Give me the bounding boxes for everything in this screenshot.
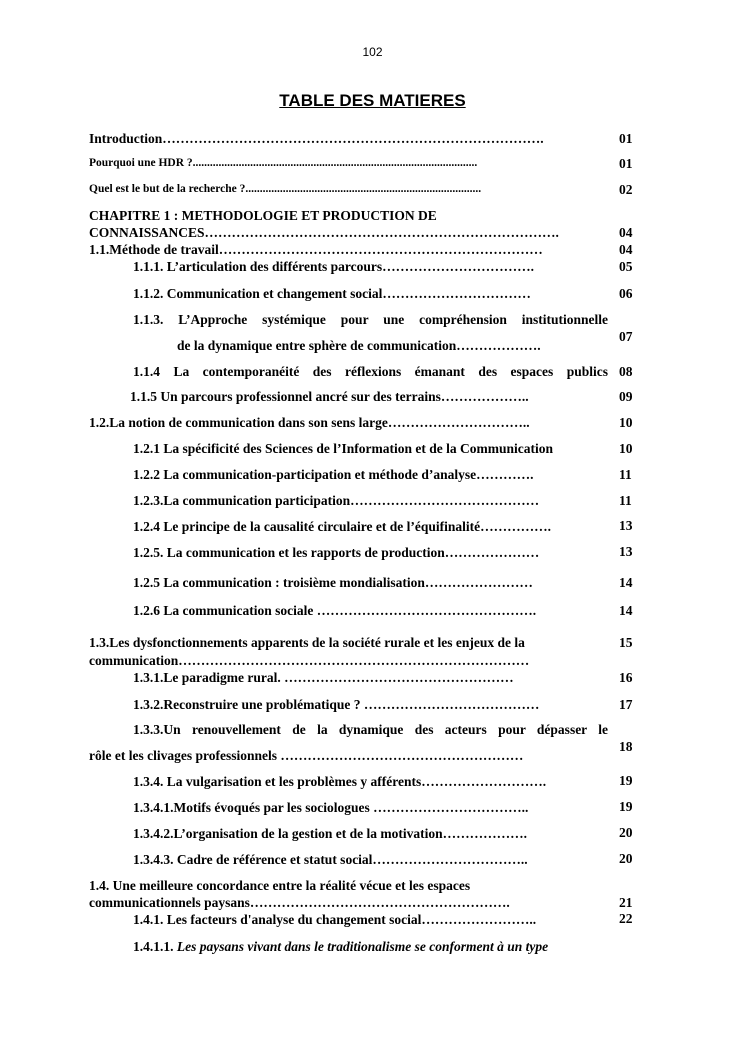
toc-subsection: 1.1.2. Communication et changement social…………………………… xyxy=(133,286,531,301)
toc-entry-page: 19 xyxy=(619,773,633,788)
toc-subsection: 1.3.4. La vulgarisation et les problèmes y afférents………………………. xyxy=(133,774,547,789)
toc-entry-page: 15 xyxy=(619,635,633,650)
toc-entry-page: 09 xyxy=(619,389,633,404)
toc-subsection: 1.3.4.2.L’organisation de la gestion et de la motivation………………. xyxy=(133,826,528,841)
toc-subsection: 1.1.4 La contemporanéité des réflexions émanant des espaces publics xyxy=(133,364,608,379)
toc-entry-page: 04 xyxy=(619,242,633,257)
toc-chapter-title: CHAPITRE 1 : METHODOLOGIE ET PRODUCTION DE xyxy=(89,208,437,223)
toc-entry-page: 17 xyxy=(619,697,633,712)
toc-entry-page: 07 xyxy=(619,329,633,344)
toc-subsection: 1.2.4 Le principe de la causalité circulaire et de l’équifinalité……………. xyxy=(133,519,551,534)
toc-subsection: 1.2.3.La communication participation…………………………………… xyxy=(133,493,540,508)
toc-entry-page: 08 xyxy=(619,364,633,379)
toc-subsection: 1.2.5 La communication : troisième mondialisation…………………… xyxy=(133,575,533,590)
toc-entry-text: Quel est le but de la recherche ?.................................................................................. xyxy=(89,183,482,195)
toc-entry-page: 01 xyxy=(619,131,633,146)
toc-entry-page: 06 xyxy=(619,286,633,301)
toc-subsection: 1.3.1.Le paradigme rural. …………………………………………… xyxy=(133,670,514,685)
toc-entry-page: 20 xyxy=(619,851,633,866)
toc-entry-page: 10 xyxy=(619,441,633,456)
toc-section-cont: communicationnels paysans…………………………………………………. xyxy=(89,895,510,910)
toc-subsection: 1.1.1. L’articulation des différents parcours……………………………. xyxy=(133,259,534,274)
toc-subsection-number: 1.4.1.1. xyxy=(133,939,174,954)
toc-subsection-cont: rôle et les clivages professionnels ……………………………………………… xyxy=(89,748,524,763)
toc-subsection: 1.2.2 La communication-participation et méthode d’analyse…………. xyxy=(133,467,534,482)
toc-section: 1.2.La notion de communication dans son sens large………………………….. xyxy=(89,415,530,430)
toc-entry-page: 05 xyxy=(619,259,633,274)
toc-subsection: 1.3.3.Un renouvellement de la dynamique des acteurs pour dépasser le xyxy=(133,722,608,737)
toc-section-cont: communication…………………………………………………………………… xyxy=(89,653,530,668)
toc-entry-page: 13 xyxy=(619,518,633,533)
toc-subsection: 1.2.1 La spécificité des Sciences de l’Information et de la Communication xyxy=(133,441,553,456)
toc-entry-page: 22 xyxy=(619,911,633,926)
toc-subsection: 1.3.2.Reconstruire une problématique ? ………………………………… xyxy=(133,697,540,712)
toc-entry-page: 14 xyxy=(619,575,633,590)
toc-entry-page: 14 xyxy=(619,603,633,618)
toc-entry-page: 10 xyxy=(619,415,633,430)
toc-entry-page: 11 xyxy=(619,493,632,508)
toc-subsection xyxy=(133,938,608,955)
toc-entry-text: Introduction…………………………………………………………………………. xyxy=(89,131,544,146)
toc-subsection: 1.2.5. La communication et les rapports de production………………… xyxy=(133,545,540,560)
toc-entry-page: 19 xyxy=(619,799,633,814)
toc-subsection: 1.2.6 La communication sociale …………………………………………. xyxy=(133,603,537,618)
toc-subsection: 1.1.5 Un parcours professionnel ancré sur des terrains……………….. xyxy=(130,389,529,404)
toc-entry-page: 01 xyxy=(619,156,633,171)
page-number: 102 xyxy=(362,45,383,59)
toc-subsection-cont: de la dynamique entre sphère de communication………………. xyxy=(177,338,541,353)
toc-subsection: 1.3.4.3. Cadre de référence et statut social…………………………….. xyxy=(133,852,528,867)
toc-entry-page: 04 xyxy=(619,225,633,240)
toc-chapter-title-cont: CONNAISSANCES……………………………………………………………………. xyxy=(89,225,559,240)
toc-section: 1.4. Une meilleure concordance entre la réalité vécue et les espaces xyxy=(89,878,471,893)
toc-entry-page: 20 xyxy=(619,825,633,840)
toc-section: 1.1.Méthode de travail……………………………………………………………… xyxy=(89,242,543,257)
document-title: TABLE DES MATIERES xyxy=(279,91,466,110)
toc-entry-page: 11 xyxy=(619,467,632,482)
toc-subsection: 1.4.1. Les facteurs d'analyse du changement social…………………….. xyxy=(133,912,537,927)
toc-entry-page: 13 xyxy=(619,544,633,559)
toc-subsection: 1.3.4.1.Motifs évoqués par les sociologues …………………………….. xyxy=(133,800,529,815)
toc-entry-page: 02 xyxy=(619,182,633,197)
toc-subsection: 1.1.3. L’Approche systémique pour une compréhension institutionnelle xyxy=(133,312,608,327)
toc-entry-page: 21 xyxy=(619,895,633,910)
toc-subsection-italic-title: Les paysans vivant dans le traditionalisme se conforment à un type xyxy=(176,939,549,954)
toc-section: 1.3.Les dysfonctionnements apparents de la société rurale et les enjeux de la xyxy=(89,635,525,650)
toc-entry-text: Pourquoi une HDR ?................................................................................................... xyxy=(89,157,478,169)
toc-entry-page: 18 xyxy=(619,739,633,754)
toc-entry-page: 16 xyxy=(619,670,633,685)
